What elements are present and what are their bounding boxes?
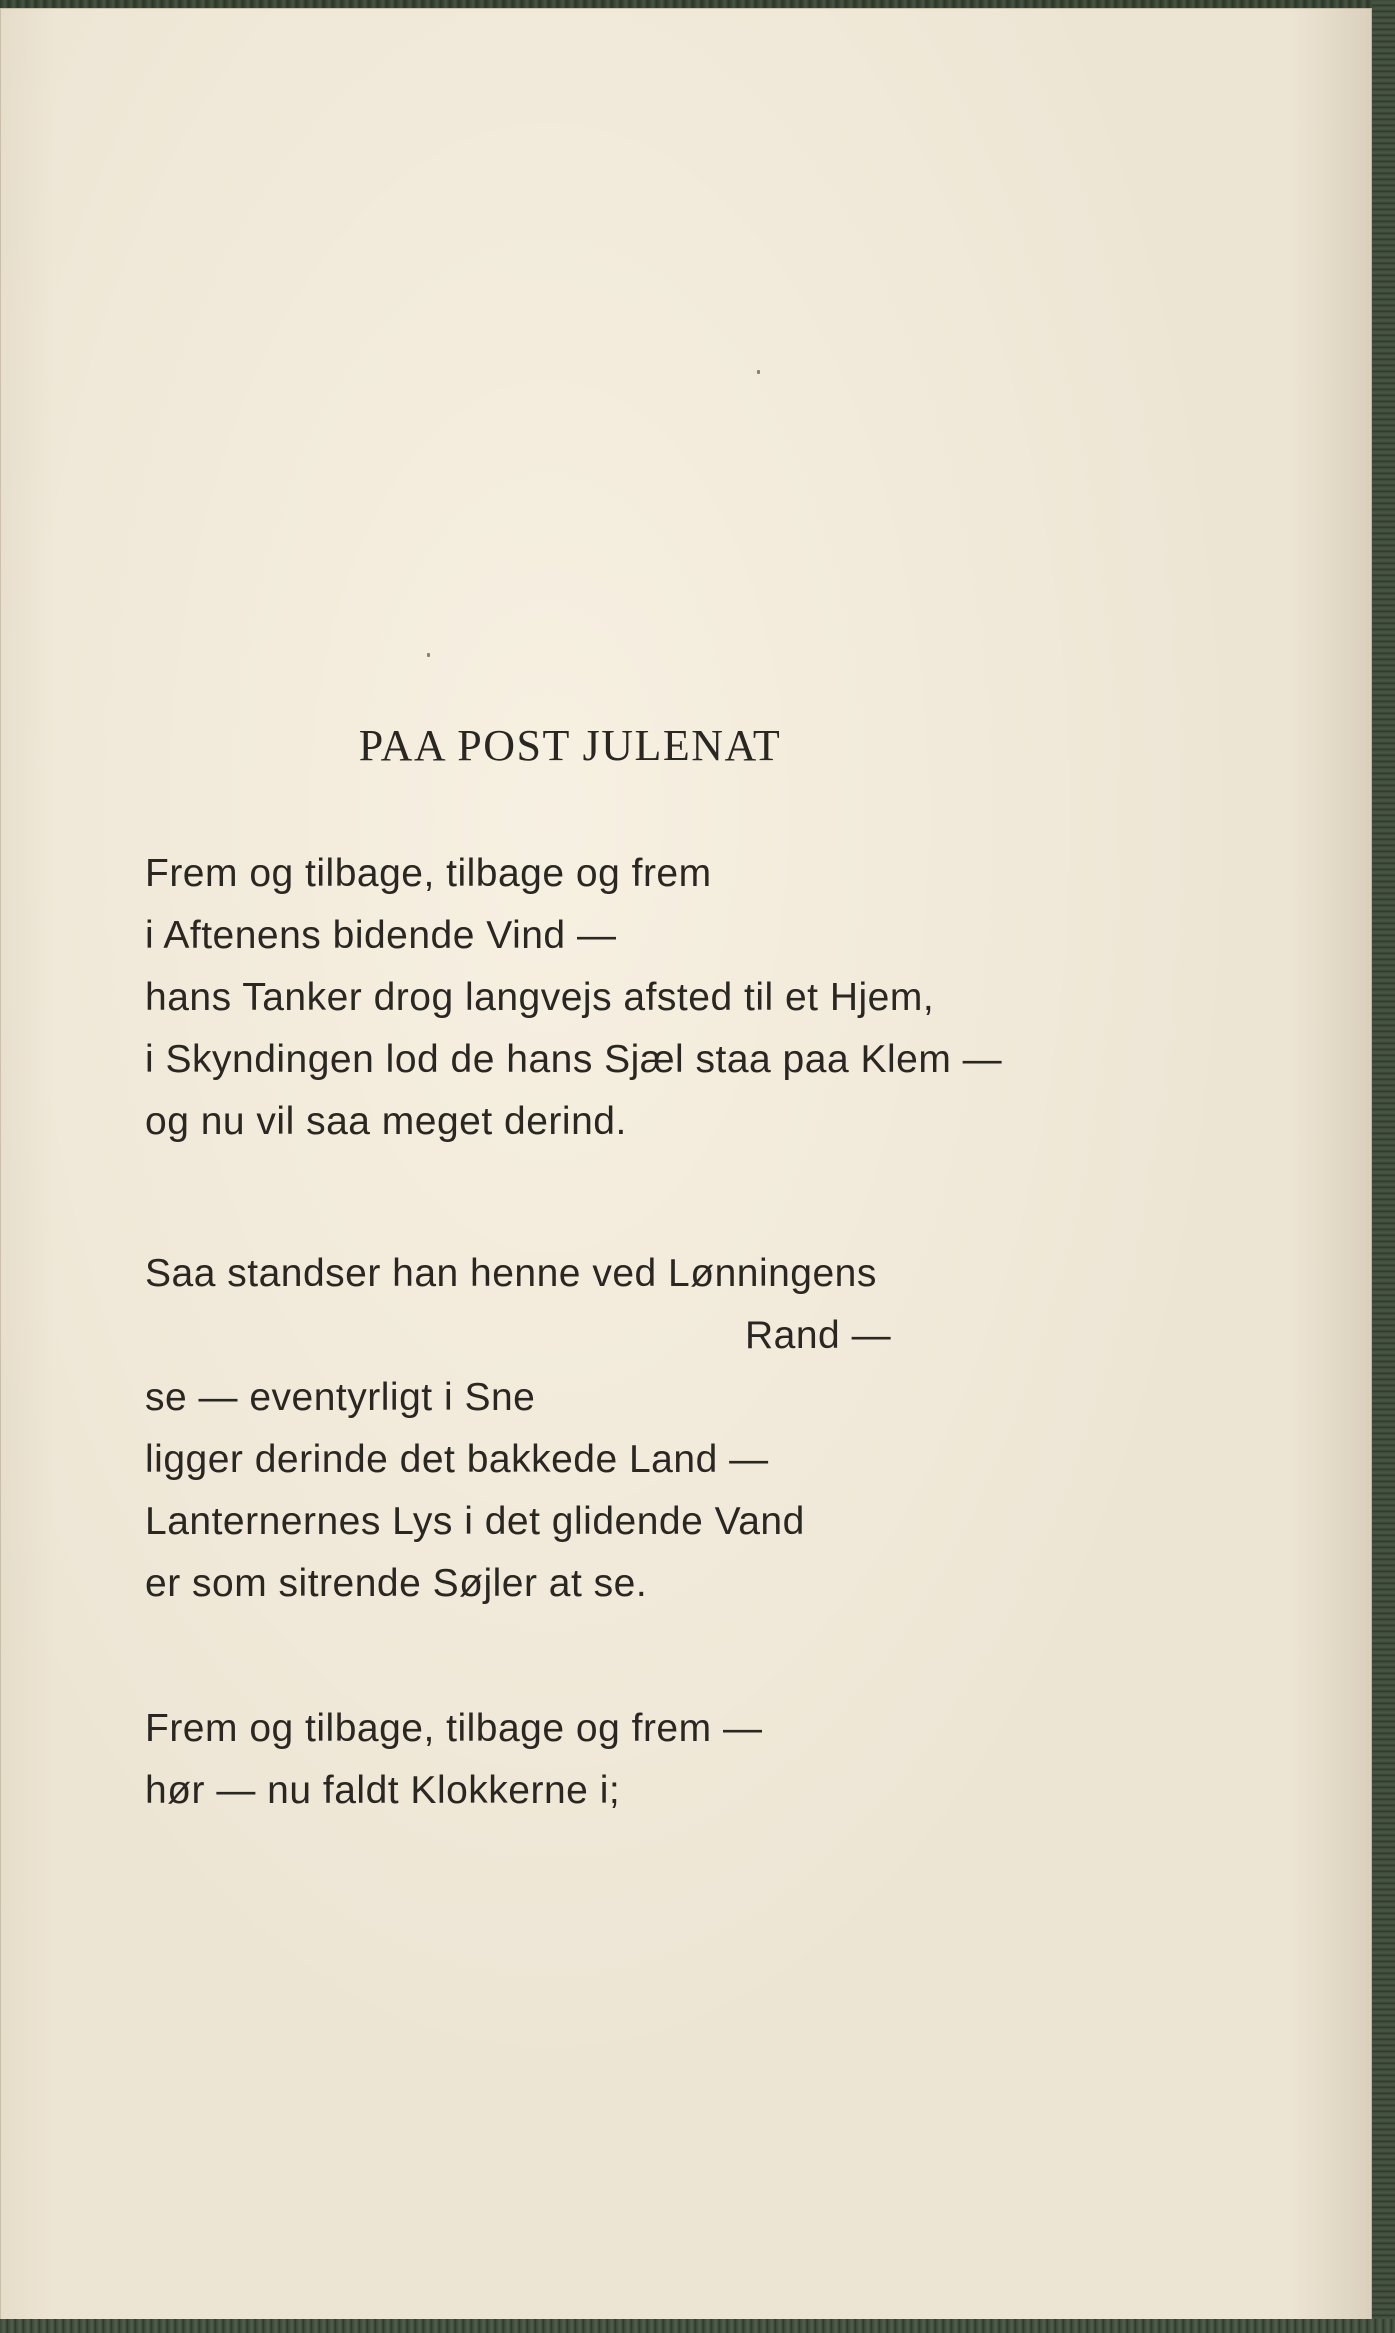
poem-line: og nu vil saa meget derind.: [145, 1100, 627, 1143]
poem-line: se — eventyrligt i Sne: [145, 1376, 536, 1419]
poem-line-continuation: Rand —: [745, 1314, 892, 1357]
poem-line: Frem og tilbage, tilbage og frem —: [145, 1707, 763, 1750]
stanza-2: [145, 1243, 891, 1615]
stanza-1: [145, 843, 1002, 1153]
poem-title: PAA POST JULENAT: [358, 721, 782, 770]
poem-line: i Skyndingen lod de hans Sjæl staa paa Klem —: [145, 1038, 1003, 1081]
paper-speck: [757, 370, 760, 374]
poem-line: hans Tanker drog langvejs afsted til et Hjem,: [145, 976, 935, 1019]
paper-speck: [427, 653, 430, 657]
poem-line: i Aftenens bidende Vind —: [145, 914, 617, 957]
poem-line: ligger derinde det bakkede Land —: [145, 1438, 769, 1481]
book-cover-edge-bottom: [0, 2319, 1395, 2333]
book-page: [0, 8, 1372, 2320]
poem-line: Frem og tilbage, tilbage og frem: [145, 852, 712, 895]
poem-line: Lanternernes Lys i det glidende Vand: [145, 1500, 805, 1543]
stanza-3: [145, 1698, 762, 1822]
book-cover-edge-right: [1372, 0, 1395, 2333]
poem-line: er som sitrende Søjler at se.: [145, 1562, 648, 1605]
poem-line: Saa standser han henne ved Lønningens: [145, 1252, 877, 1295]
poem-line: hør — nu faldt Klokkerne i;: [145, 1769, 621, 1812]
